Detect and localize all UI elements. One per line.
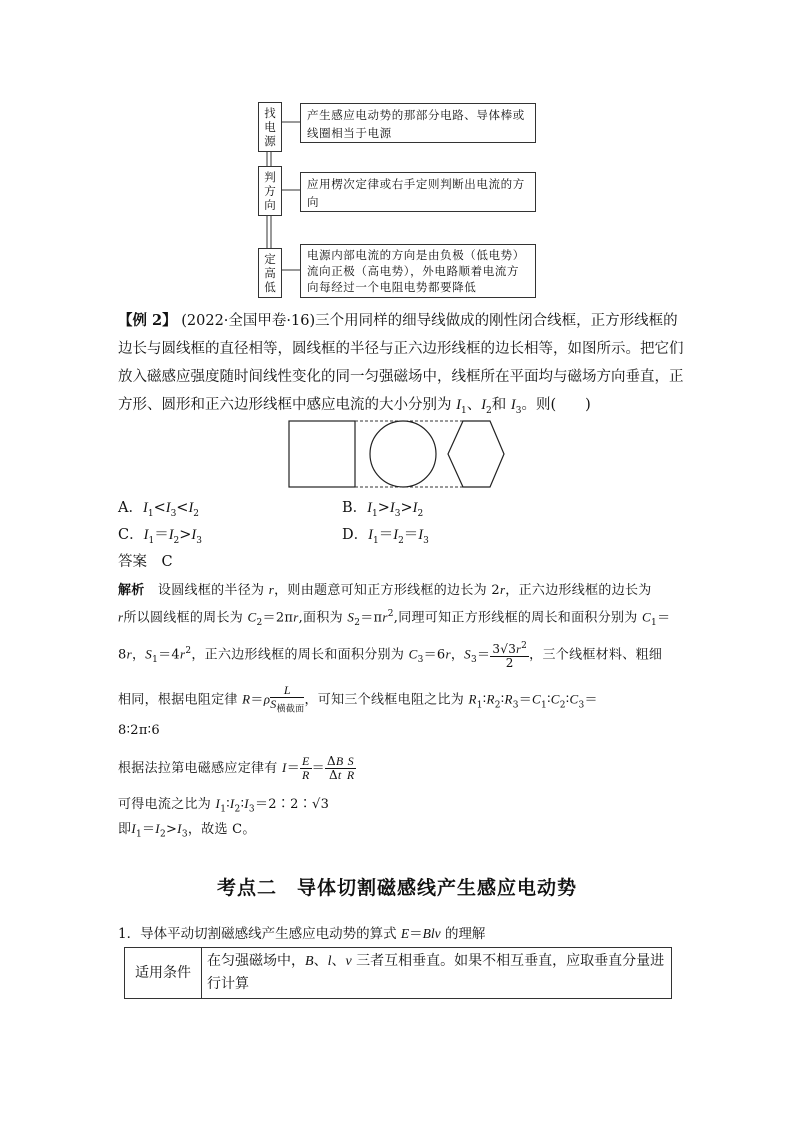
section-item-1: 1．导体平动切割磁感线产生感应电动势的算式 E＝Blv 的理解 xyxy=(118,926,486,942)
solution-line-5: 8∶2π∶6 xyxy=(118,723,160,738)
flow-step-2-text: 应用楞次定律或右手定则判断出电流的方向 xyxy=(300,172,536,212)
table-header-cell: 适用条件 xyxy=(125,948,202,999)
solution-line-4: 相同，根据电阻定律 R＝ρ $\frac{L}{S_{横截面}}$ ，可知三个线框电阻之比为 $R_1∶R_2∶R_3=C_1∶C_2∶C_3=$ xyxy=(118,683,598,715)
circle-frame xyxy=(370,421,436,487)
option-d: D．$I_1=I_2=I_3$ xyxy=(342,527,429,546)
option-a: A．$I_1<I_3<I_2$ xyxy=(118,500,200,519)
figure-shapes xyxy=(280,417,520,495)
table-content-cell: 在匀强磁场中，B、l、v 三者互相垂直。如果不相互垂直，应取垂直分量进行计算 xyxy=(202,948,672,999)
solution-line-7: 可得电流之比为 $I_1∶I_2∶I_3=2∶2∶√3$ xyxy=(118,796,330,815)
flow-step-1-text: 产生感应电动势的那部分电路、导体棒或线圈相当于电源 xyxy=(300,103,536,143)
answer: 答案 C xyxy=(118,554,173,570)
flow-step-3-label: 定 高 低 xyxy=(258,248,282,298)
option-c: C．$I_1=I_2>I_3$ xyxy=(118,527,202,546)
solution-line-8: 即$I_1=I_2>I_3$，故选 C。 xyxy=(118,821,256,840)
solution-line-3: 8r，$S_1=4r^2$，正六边形线框的周长和面积分别为 $C_3=6r$，$S_3=$ $\frac{3√3r^2}{2}$ ，三个线框材料、粗细 xyxy=(118,641,663,670)
solution-line-6: 根据法拉第电磁感应定律有 I＝ $\frac{E}{R}$ ＝ $\frac{\Delta B}{\Delta t}$ $\frac{S}{R}$ xyxy=(118,754,355,782)
section-heading: 考点二 导体切割磁感线产生感应电动势 xyxy=(216,877,577,899)
condition-table xyxy=(124,947,672,999)
square-frame xyxy=(289,421,355,487)
hexagon-frame xyxy=(448,421,504,487)
solution-line-2: r所以圆线框的周长为 $C_2=2\pi r$,面积为 $S_2=\pi r^2$,同理可知正方形线框的周长和面积分别为 $C_1=$ xyxy=(118,609,671,628)
flow-step-3-text: 电源内部电流的方向是由负极（低电势）流向正极（高电势），外电路顺着电流方向每经过一个电阻电势都要降低 xyxy=(300,244,536,298)
solution-line-1: 解析 设圆线框的半径为 r，则由题意可知正方形线框的边长为 2r，正六边形线框的边长为 xyxy=(118,582,652,598)
flow-step-1-label: 找 电 源 xyxy=(258,102,282,152)
option-b: B．$I_1>I_3>I_2$ xyxy=(342,500,424,519)
flow-step-2-label: 判 方 向 xyxy=(258,166,282,216)
example-source: (2022·全国甲卷·16) xyxy=(181,313,316,329)
example-question-text: 三个用同样的细导线做成的刚性闭合线框，正方形线框的边长与圆线框的直径相等，圆线框的半径与正六边形线框的边长相等，如图所示。把它们放入磁感应强度随时间线性变化的同一匀强磁场中，线框所在平面均与磁场方向垂直，正方形、圆形和正六边形线框中感应电流的大小分别为 xyxy=(118,313,684,413)
example-tag: 【例 2】 xyxy=(118,312,177,329)
example-question: 【例 2】 (2022·全国甲卷·16)三个用同样的细导线做成的刚性闭合线框，正方形线框的边长与圆线框的直径相等，圆线框的半径与正六边形线框的边长相等，如图所示。把它们放入磁感应强度随时间线性变化的同一匀强磁场中，线框所在平面均与磁场方向垂直，正方形、圆形和正六边形线框中感应电流的大小分别为 $I_1$、$I_2$和 $I_3$。则( ) xyxy=(118,312,684,416)
